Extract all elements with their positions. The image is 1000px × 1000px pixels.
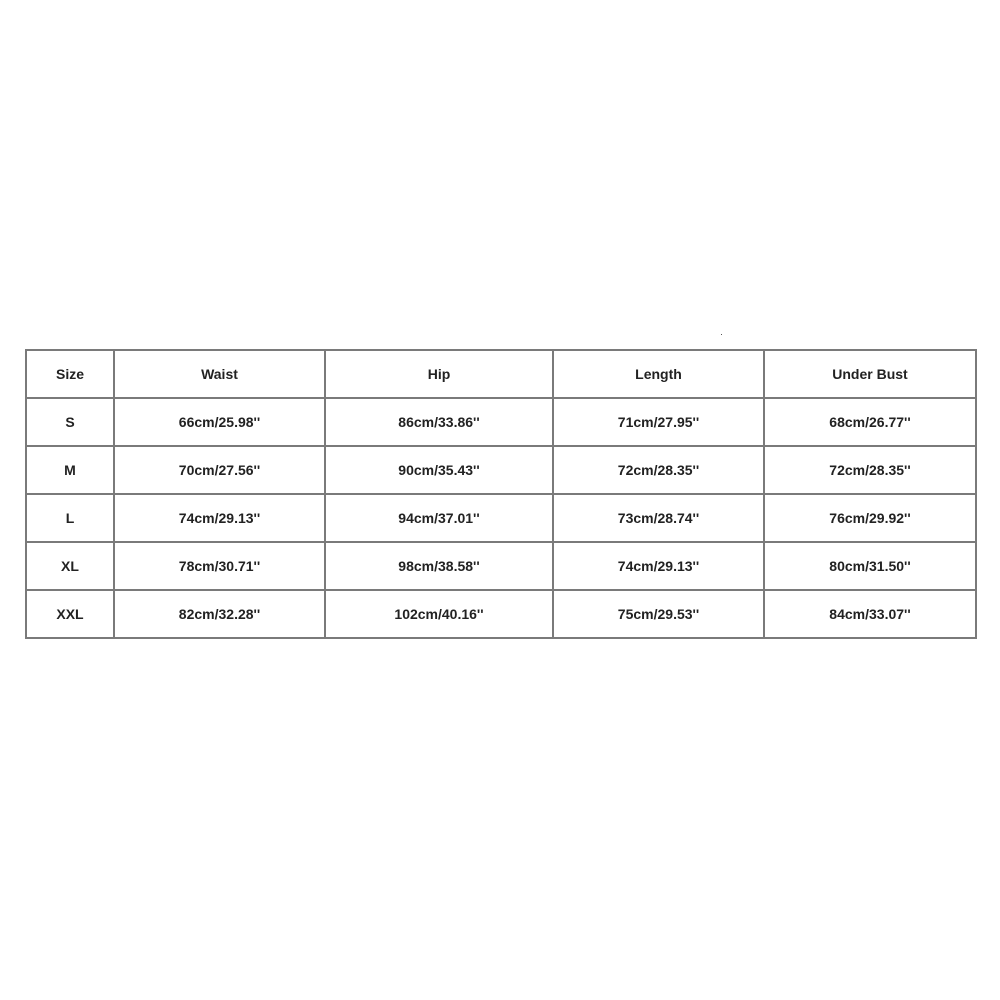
cell-waist: 66cm/25.98''	[114, 398, 325, 446]
cell-hip: 98cm/38.58''	[325, 542, 553, 590]
table-row	[26, 494, 976, 542]
table-row	[26, 590, 976, 638]
cell-size: S	[26, 398, 114, 446]
table-header-row	[26, 350, 976, 398]
table-row	[26, 446, 976, 494]
cell-length: 73cm/28.74''	[553, 494, 764, 542]
stray-dot	[721, 334, 722, 335]
table-row	[26, 542, 976, 590]
cell-size: XXL	[26, 590, 114, 638]
cell-hip: 102cm/40.16''	[325, 590, 553, 638]
cell-under-bust: 68cm/26.77''	[764, 398, 976, 446]
cell-size: M	[26, 446, 114, 494]
cell-under-bust: 72cm/28.35''	[764, 446, 976, 494]
header-hip: Hip	[325, 350, 553, 398]
size-chart-table	[25, 349, 977, 639]
cell-waist: 70cm/27.56''	[114, 446, 325, 494]
header-size: Size	[26, 350, 114, 398]
cell-waist: 74cm/29.13''	[114, 494, 325, 542]
cell-size: L	[26, 494, 114, 542]
cell-under-bust: 76cm/29.92''	[764, 494, 976, 542]
cell-hip: 86cm/33.86''	[325, 398, 553, 446]
cell-waist: 82cm/32.28''	[114, 590, 325, 638]
cell-length: 71cm/27.95''	[553, 398, 764, 446]
cell-length: 75cm/29.53''	[553, 590, 764, 638]
table-row	[26, 398, 976, 446]
header-waist: Waist	[114, 350, 325, 398]
cell-length: 72cm/28.35''	[553, 446, 764, 494]
cell-size: XL	[26, 542, 114, 590]
header-under-bust: Under Bust	[764, 350, 976, 398]
cell-under-bust: 84cm/33.07''	[764, 590, 976, 638]
cell-hip: 94cm/37.01''	[325, 494, 553, 542]
header-length: Length	[553, 350, 764, 398]
cell-waist: 78cm/30.71''	[114, 542, 325, 590]
cell-under-bust: 80cm/31.50''	[764, 542, 976, 590]
cell-length: 74cm/29.13''	[553, 542, 764, 590]
cell-hip: 90cm/35.43''	[325, 446, 553, 494]
